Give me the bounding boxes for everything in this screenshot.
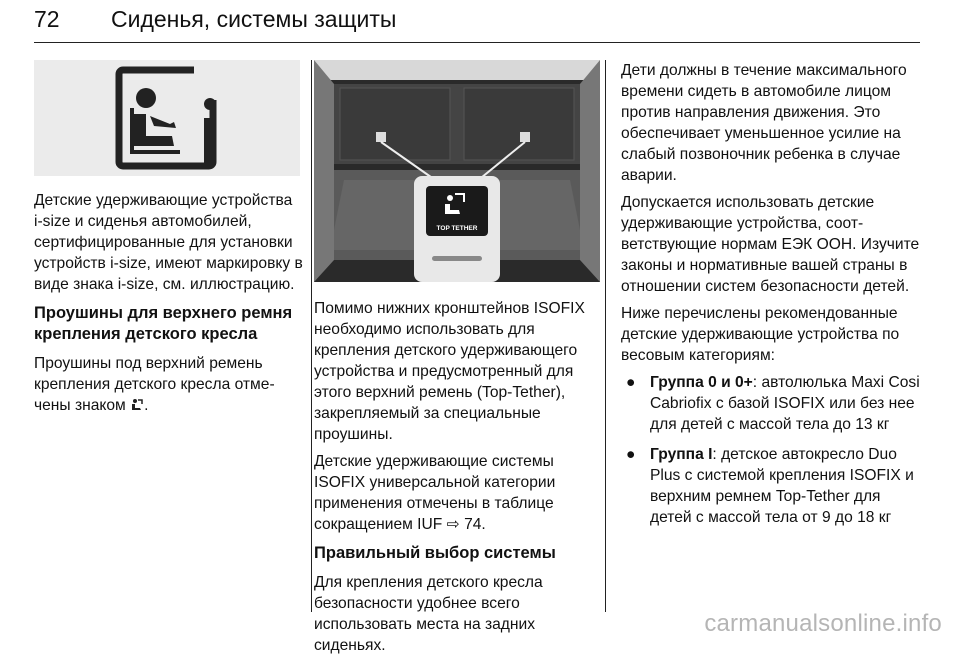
group-label: Группа 0 и 0+ bbox=[650, 374, 753, 391]
group-list bbox=[621, 372, 921, 528]
child-seat-isize-icon bbox=[34, 60, 300, 176]
ece-paragraph: Допускается использовать детские удерживающие устройства, соответствующие нормам ЕЭК ООН. Изучите законы и нормативные вашей страны в отношении систем безопасности детей. bbox=[621, 194, 920, 295]
tether-text: Проушины под верхний ремень крепления детского кресла отмечены знаком bbox=[34, 355, 275, 414]
isize-paragraph: Детские удерживающие устройства i-size и сиденья автомобилей, сертифицированные для установки устройств i-size, имеют маркировку в виде знака i-size, см. иллюстрацию. bbox=[34, 192, 303, 293]
group-label: Группа I bbox=[650, 446, 713, 463]
column-middle bbox=[314, 60, 600, 662]
column-left bbox=[34, 60, 304, 422]
recommended-paragraph: Ниже перечислены рекомендованные детские удерживающие устройства по весовым категориям: bbox=[621, 305, 900, 364]
list-item bbox=[621, 444, 921, 528]
column-divider bbox=[605, 60, 606, 612]
column-divider bbox=[311, 60, 312, 612]
bullet-icon: ● bbox=[626, 374, 636, 391]
page-ref-icon: ⇨ bbox=[446, 516, 460, 533]
rear-facing-paragraph: Дети должны в течение максимального времени сидеть в автомобиле лицом против направления движения. Это обеспечивает уменьшенное усилие на слабый позвоночник ребенка в случае аварии. bbox=[621, 62, 907, 184]
page-title: Сиденья, системы защиты bbox=[111, 6, 397, 32]
iuf-paragraph bbox=[314, 451, 600, 535]
page-ref: 74. bbox=[464, 516, 486, 533]
page-header bbox=[34, 4, 920, 43]
watermark: carmanualsonline.info bbox=[704, 610, 942, 637]
tether-end: . bbox=[144, 397, 149, 414]
column-right bbox=[621, 60, 921, 537]
tether-paragraph bbox=[34, 353, 304, 416]
child-seat-tether-icon bbox=[130, 398, 144, 412]
bullet-icon: ● bbox=[626, 446, 636, 463]
iuf-text: Детские удерживающие системы ISOFIX универсальной категории применения отмечены в таблице сокращением IUF bbox=[314, 453, 556, 533]
trunk-photo bbox=[314, 60, 600, 282]
isize-figure bbox=[34, 60, 300, 176]
page-number: 72 bbox=[34, 6, 60, 32]
isofix-paragraph: Помимо нижних кронштейнов ISOFIX необходимо использовать для крепления детского удерживающего устройства и предусмотренный для этого верхний ремень (Top-Tether), закрепляемый за специальные проушины. bbox=[314, 300, 585, 443]
trunk-image bbox=[314, 60, 600, 282]
group-text: : детское автокресло Duo Plus с системой крепления ISOFIX и верхним ремнем Top-Tether для детей с массой тела от 9 до 18 кг bbox=[650, 446, 914, 526]
list-item bbox=[621, 372, 921, 435]
tether-heading: Проушины для верхнего ремня крепления детского кресла bbox=[34, 304, 293, 343]
group-text: : автолюлька Maxi Cosi Cabriofix с базой ISOFIX или без нее для детей с массой тела до 13 кг bbox=[650, 374, 920, 433]
choice-heading: Правильный выбор системы bbox=[314, 544, 556, 562]
choice-paragraph: Для крепления детского кресла безопасности удобнее всего использовать места на задних сиденьях. bbox=[314, 574, 543, 654]
top-tether-badge: TOP TETHER bbox=[436, 225, 478, 232]
